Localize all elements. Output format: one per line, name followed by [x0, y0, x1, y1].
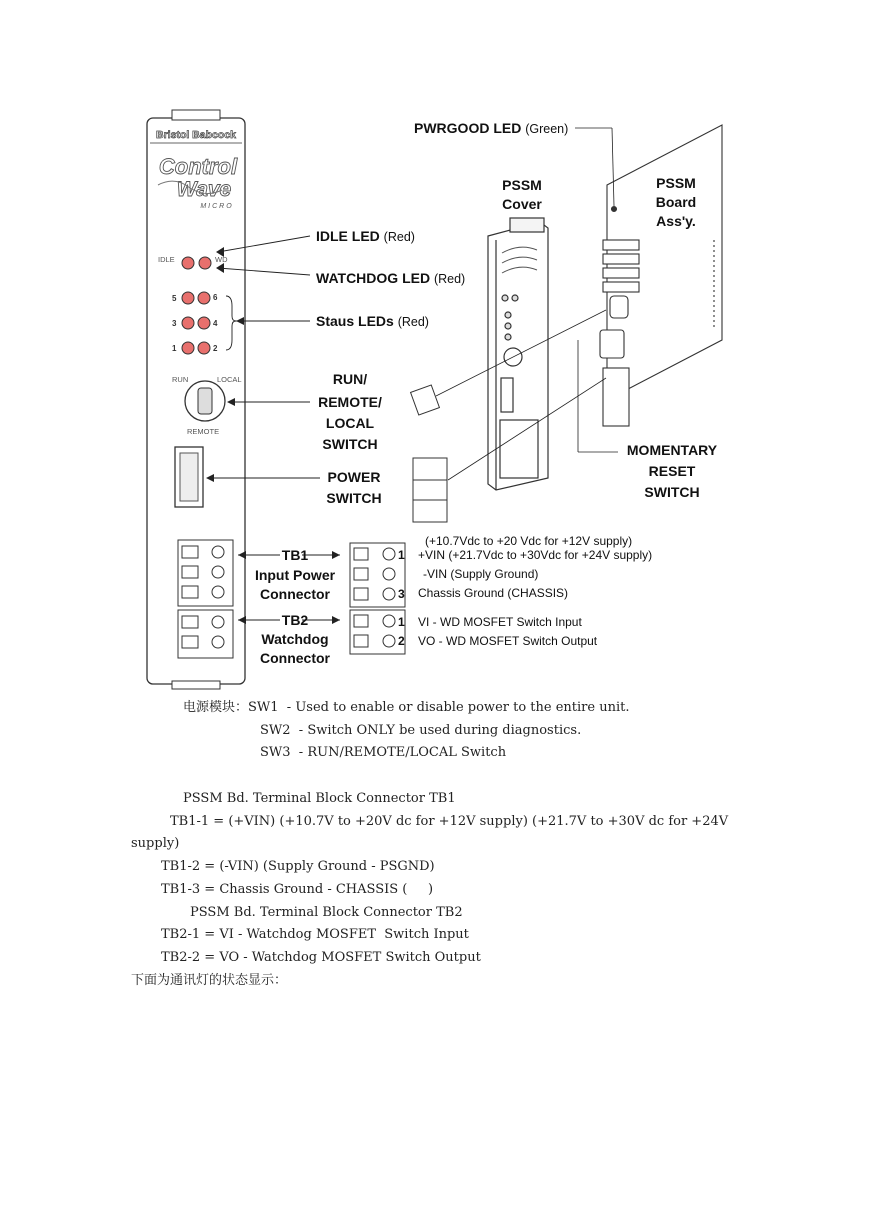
status-leds-callout: Staus LEDs [316, 313, 394, 329]
pssm-cover-callout-line1: PSSM [502, 177, 542, 193]
reset-callout-line3: SWITCH [644, 484, 700, 500]
tb1-desc-2: -VIN (Supply Ground) [423, 567, 539, 581]
idle-led-callout: IDLE LED [316, 228, 380, 244]
text-line-tb1-1-cont: supply) [131, 836, 180, 851]
led-num-5: 5 [172, 294, 177, 303]
loose-connectors [411, 385, 447, 522]
pwrgood-callout-color: (Green) [525, 122, 569, 136]
text-line-tb1-header: PSSM Bd. Terminal Block Connector TB1 [183, 791, 456, 806]
controlwave-front-panel [147, 110, 245, 689]
reset-callout-line2: RESET [648, 463, 696, 479]
tb1-callout-line3: Connector [260, 586, 330, 602]
tb2-desc-0: VI - WD MOSFET Switch Input [418, 615, 582, 629]
tb2-module-block [178, 610, 233, 658]
svg-text:IDLE LED (Red) [316, 228, 415, 244]
tb2-callout-line3: Connector [260, 650, 330, 666]
svg-text:PWRGOOD LED (Green) [414, 120, 568, 136]
power-switch-callout-line1: POWER [327, 469, 381, 485]
pssm-cover-callout [502, 177, 542, 212]
led-num-6: 6 [213, 293, 218, 302]
logo-wave: Wave [176, 178, 232, 201]
tb2-desc-1: VO - WD MOSFET Switch Output [418, 634, 598, 648]
reset-switch-callout [627, 442, 718, 500]
run-switch-callout-line1: RUN/ [332, 371, 368, 387]
reset-callout-line1: MOMENTARY [626, 442, 718, 458]
tb2-callout-line1: TB2 [281, 612, 309, 628]
text-line-sw2: SW2 - Switch ONLY be used during diagnostics. [260, 723, 582, 738]
text-line-tb2-header: PSSM Bd. Terminal Block Connector TB2 [190, 905, 463, 920]
pssm-board-callout-line1: PSSM [656, 175, 696, 191]
pwrgood-callout: PWRGOOD LED [414, 120, 522, 136]
tb1-module-block [178, 540, 233, 606]
tb2-pin-2: 2 [398, 634, 405, 648]
tb1-desc-3: Chassis Ground (CHASSIS) [418, 586, 569, 600]
pssm-board-assembly [600, 125, 722, 426]
text-line-tb1-2: TB1-2 = (-VIN) (Supply Ground - PSGND) [161, 859, 435, 874]
power-switch-callout-line2: SWITCH [326, 490, 382, 506]
run-switch-callout-line4: SWITCH [322, 436, 378, 452]
text-line-tb2-1: TB2-1 = VI - Watchdog MOSFET Switch Input [161, 927, 469, 942]
tb2-callout-line2: Watchdog [261, 631, 329, 647]
text-line-tb1-3: TB1-3 = Chassis Ground - CHASSIS ( ) [161, 882, 434, 897]
watchdog-led-callout: WATCHDOG LED [316, 270, 431, 286]
brand-label: Bristol Babcock [156, 129, 236, 141]
power-switch-callout [326, 469, 381, 506]
pssm-cover-callout-line2: Cover [502, 196, 542, 212]
run-switch-callout-line3: LOCAL [325, 415, 375, 431]
tb1-callout-line1: TB1 [281, 547, 309, 563]
run-switch-callout-line2: REMOTE/ [318, 394, 382, 410]
tb1-callout-line2: Input Power [254, 567, 336, 583]
svg-text:WATCHDOG LED (Red) [316, 270, 465, 286]
tb1-desc-1: +VIN (+21.7Vdc to +30Vdc for +24V supply) [418, 548, 653, 562]
wd-led [199, 257, 211, 269]
tb1-pin-detail [350, 543, 405, 607]
text-line-sw1: 电源模块：SW1 - Used to enable or disable power to the entire unit. [183, 700, 630, 715]
svg-text:Staus LEDs (Red) [316, 313, 429, 329]
text-line-tb2-2: TB2-2 = VO - Watchdog MOSFET Switch Output [161, 950, 481, 965]
switch-local-label: LOCAL [217, 375, 242, 384]
text-line-tb1-1: TB1-1 = (+VIN) (+10.7V to +20V dc for +12V supply) (+21.7V to +30V dc for +24V [170, 814, 729, 829]
tb1-pin-3: 3 [398, 587, 405, 601]
tb1-desc-0: (+10.7Vdc to +20 Vdc for +12V supply) [425, 534, 633, 548]
idle-led-label: IDLE [158, 255, 175, 264]
led-num-3: 3 [172, 319, 177, 328]
pssm-board-callout-line3: Ass'y. [656, 213, 696, 229]
wd-led-label: WD [215, 255, 228, 264]
switch-run-label: RUN [172, 375, 189, 384]
status-leds-callout-color: (Red) [397, 315, 429, 329]
tb2-pin-detail [350, 610, 405, 654]
run-switch-callout [318, 371, 382, 452]
led-num-1: 1 [172, 344, 177, 353]
led-num-2: 2 [213, 344, 218, 353]
switch-remote-label: REMOTE [187, 427, 220, 436]
led-num-4: 4 [213, 319, 218, 328]
tb1-pin-1: 1 [398, 548, 405, 562]
text-line-status-intro: 下面为通讯灯的状态显示： [131, 973, 288, 988]
logo-micro: MICRO [200, 203, 234, 210]
watchdog-led-callout-color: (Red) [433, 272, 466, 286]
pssm-board-callout-line2: Board [655, 194, 697, 210]
idle-led [182, 257, 194, 269]
logo-control: Control [158, 154, 238, 179]
text-line-sw3: SW3 - RUN/REMOTE/LOCAL Switch [260, 745, 507, 760]
pssm-cover [488, 218, 548, 490]
tb2-pin-1: 1 [398, 615, 405, 629]
idle-led-callout-color: (Red) [383, 230, 415, 244]
pssm-board-callout [656, 175, 696, 229]
